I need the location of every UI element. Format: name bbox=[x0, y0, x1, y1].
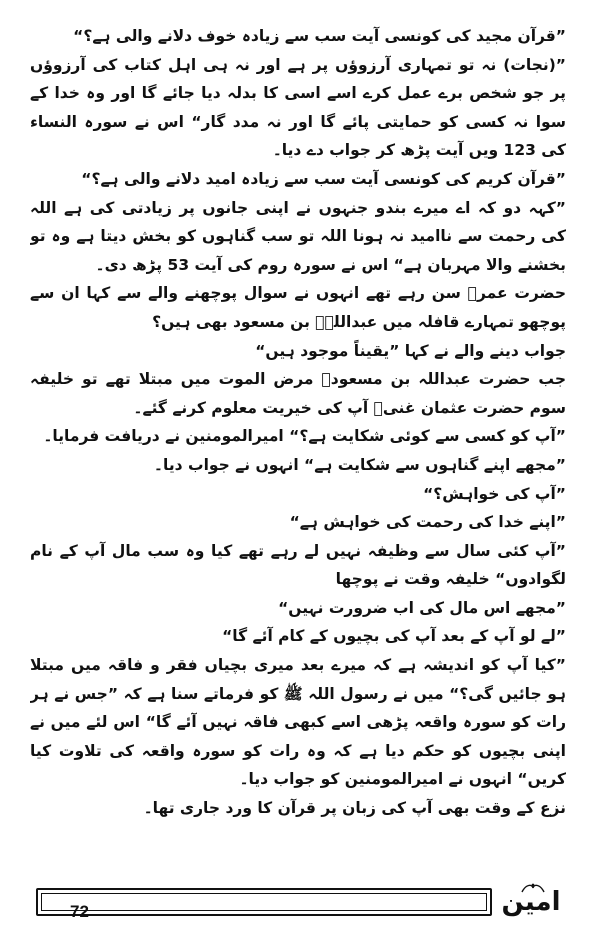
page-number: 72 bbox=[70, 902, 89, 921]
paragraph-wish-question: ”آپ کی خواہش؟“ bbox=[423, 484, 566, 503]
paragraph-present-reply: جواب دینے والے نے کہا ”یقیناً موجود ہیں“ bbox=[255, 341, 566, 360]
paragraph-wish-answer: ”اپنے خدا کی رحمت کی خواہش ہے“ bbox=[289, 513, 566, 532]
paragraph-mercy-verse-answer: ”کہہ دو کہ اے میرے بندو جنہوں نے اپنی جانوں پر زیادتی کی ہے اللہ کی رحمت سے ناامید نہ ہونا اللہ تو سب گناہوں کو بخش دیتا ہے وہ تو بخشنے والا مہربان ہے“ اس نے سورہ روم کی آیت 53 پڑھ دی۔ bbox=[30, 198, 566, 274]
page-footer bbox=[36, 880, 564, 928]
page-body bbox=[30, 22, 566, 868]
logo-text: امین bbox=[501, 887, 561, 917]
paragraph-final-moment: نزع کے وقت بھی آپ کی زبان پر قرآن کا ورد جاری تھا۔ bbox=[143, 799, 566, 818]
paragraph-umar-asks: حضرت عمرؓ سن رہے تھے انہوں نے سوال پوچھنے والے سے کہا ان سے پوچھو تمہارے قافلہ میں عبداللہؓ بن مسعود بھی ہیں؟ bbox=[30, 284, 566, 331]
paragraph-most-hopeful-verse-question: ”قرآن کریم کی کونسی آیت سب سے زیادہ امید دلانے والی ہے؟“ bbox=[81, 169, 566, 188]
paragraph-surah-waqia: ”کیا آپ کو اندیشہ ہے کہ میرے بعد میری بچیاں فقر و فاقہ میں مبتلا ہو جائیں گی؟“ میں نے رسول اللہ ﷺ کو فرماتے سنا ہے کہ ”جس نے ہر رات کو سورہ واقعہ پڑھی اسے کبھی فاقہ نہیں آئے گا“ اس لئے میں نے اپنی بچیوں کو حکم دیا ہے کہ وہ رات کو سورہ واقعہ کی تلاوت کیا کریں“ انہوں نے امیرالمومنین کو جواب دیا۔ bbox=[30, 656, 566, 789]
paragraph-usman-visit: جب حضرت عبداللہ بن مسعودؓ مرض الموت میں مبتلا تھے تو خلیفہ سوم حضرت عثمان غنیؓ آپ کی خیریت معلوم کرنے گئے۔ bbox=[30, 370, 566, 417]
paragraph-for-daughters: ”لے لو آپ کے بعد آپ کی بچیوں کے کام آئے گا“ bbox=[222, 627, 566, 646]
publisher-logo bbox=[498, 882, 564, 924]
paragraph-complaint-question: ”آپ کو کسی سے کوئی شکایت ہے؟“ امیرالمومنین نے دریافت فرمایا۔ bbox=[43, 427, 566, 446]
paragraph-complaint-answer: ”مجھے اپنے گناہوں سے شکایت ہے“ انہوں نے جواب دیا۔ bbox=[153, 455, 566, 474]
paragraph-nisa-123-answer: ”(نجات) نہ تو تمہاری آرزوؤں پر ہے اور نہ ہی اہل کتاب کی آرزوؤں پر جو شخص برے عمل کرے اسے اسی کا بدلہ دیا جائے گا اور وہ خدا کے سوا نہ کسی کو حمایتی پائے گا اور نہ مدد گار“ اس نے سورہ النساء کی 123 ویں آیت پڑھ کر جواب دے دیا۔ bbox=[30, 55, 566, 160]
footer-frame bbox=[36, 888, 492, 921]
paragraph-stipend-offer: ”آپ کئی سال سے وظیفہ نہیں لے رہے تھے کیا وہ سب مال آپ کے نام لگوادوں“ خلیفہ وقت نے پوچھا bbox=[30, 541, 566, 589]
paragraph-most-fearful-verse-question: ”قرآن مجید کی کونسی آیت سب سے زیادہ خوف دلانے والی ہے؟“ bbox=[73, 27, 566, 45]
paragraph-no-need: ”مجھے اس مال کی اب ضرورت نہیں“ bbox=[278, 598, 566, 617]
logo-ornament-icon bbox=[520, 882, 546, 894]
